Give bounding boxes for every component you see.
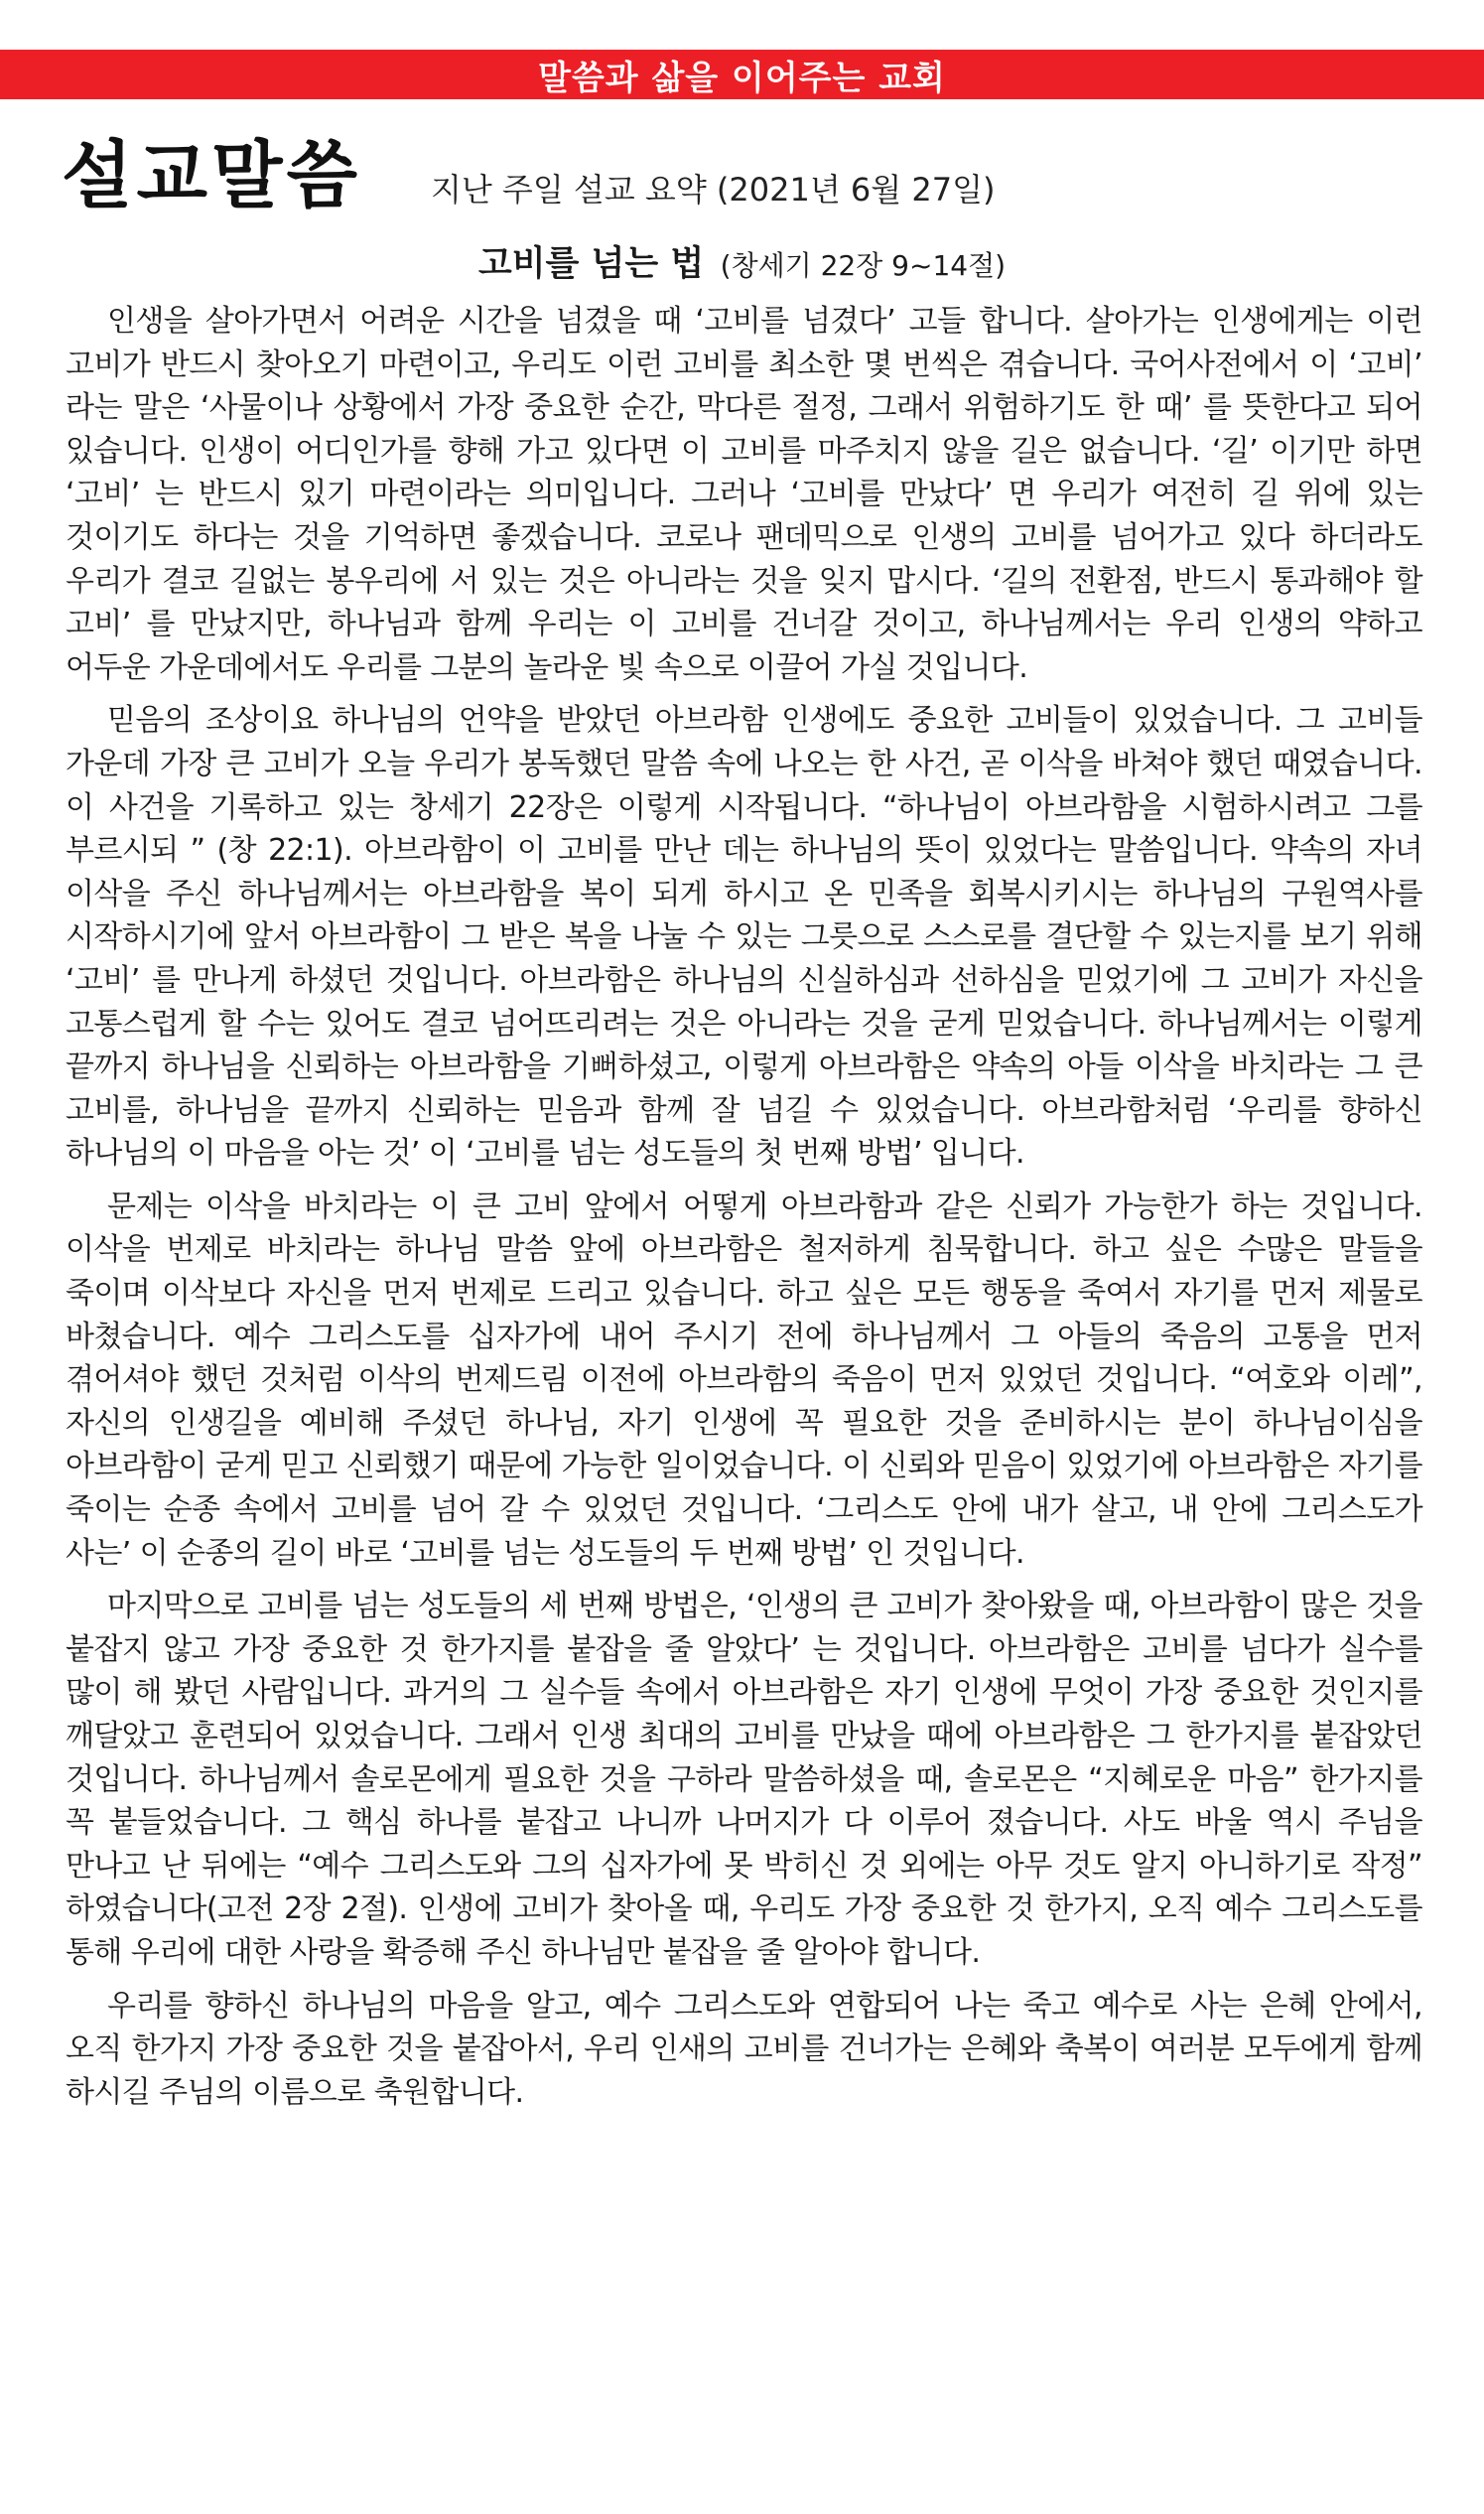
banner-slogan: 말씀과 삶을 이어주는 교회 xyxy=(538,58,946,98)
sermon-title-line xyxy=(0,236,1484,286)
sermon-title: 고비를 넘는 법 xyxy=(477,244,705,284)
church-banner xyxy=(0,50,1484,99)
paragraph-5: 우리를 향하신 하나님의 마음을 알고, 예수 그리스도와 연합되어 나는 죽고 예수로 사는 은혜 안에서, 오직 한가지 가장 중요한 것을 붙잡아서, 우리 인새의 고비를 건너가는 은혜와 축복이 여러분 모두에게 함께 하시길 주님의 이름으로 축원합니다. xyxy=(66,1988,1422,2110)
paragraph-4: 마지막으로 고비를 넘는 성도들의 세 번째 방법은, ‘인생의 큰 고비가 찾아왔을 때, 아브라함이 많은 것을 붙잡지 않고 가장 중요한 것 한가지를 붙잡을 줄 알았다’ 는 것입니다. 아브라함은 고비를 넘다가 실수를 많이 해 봤던 사람입니다. 과거의 그 실수들 속에서 아브라함은 자기 인생에 무엇이 가장 중요한 것인지를 깨달았고 훈련되어 있었습니다. 그래서 인생 최대의 고비를 만났을 때에 아브라함은 그 한가지를 붙잡았던 것입니다. 하나님께서 솔로몬에게 필요한 것을 구하라 말씀하셨을 때, 솔로몬은 “지혜로운 마음” 한가지를 꼭 붙들었습니다. 그 핵심 하나를 붙잡고 나니까 나머지가 다 이루어 졌습니다. 사도 바울 역시 주님을 만나고 난 뒤에는 “예수 그리스도와 그의 십자가에 못 박히신 것 외에는 아무 것도 알지 아니하기로 작정” 하였습니다(고전 2장 2절). 인생에 고비가 찾아올 때, 우리도 가장 중요한 것 한가지, 오직 예수 그리스도를 통해 우리에 대한 사랑을 확증해 주신 하나님만 붙잡을 줄 알아야 합니다. xyxy=(66,1589,1422,1970)
scripture-reference: (창세기 22장 9~14절) xyxy=(720,249,1007,282)
paragraph-2: 믿음의 조상이요 하나님의 언약을 받았던 아브라함 인생에도 중요한 고비들이 있었습니다. 그 고비들 가운데 가장 큰 고비가 오늘 우리가 봉독했던 말씀 속에 나오는 한 사건, 곧 이삭을 바쳐야 했던 때였습니다. 이 사건을 기록하고 있는 창세기 22장은 이렇게 시작됩니다. “하나님이 아브라함을 시험하시려고 그를 부르시되 ” (창 22:1). 아브라함이 이 고비를 만난 데는 하나님의 뜻이 있었다는 말씀입니다. 약속의 자녀 이삭을 주신 하나님께서는 아브라함을 복이 되게 하시고 온 민족을 회복시키시는 하나님의 구원역사를 시작하시기에 앞서 아브라함이 그 받은 복을 나눌 수 있는 그릇으로 스스로를 결단할 수 있는지를 보기 위해 ‘고비’ 를 만나게 하셨던 것입니다. 아브라함은 하나님의 신실하심과 선하심을 믿었기에 그 고비가 자신을 고통스럽게 할 수는 있어도 결코 넘어뜨리려는 것은 아니라는 것을 굳게 믿었습니다. 하나님께서는 이렇게 끝까지 하나님을 신뢰하는 아브라함을 기뻐하셨고, 이렇게 아브라함은 약속의 아들 이삭을 바치라는 그 큰 고비를, 하나님을 끝까지 신뢰하는 믿음과 함께 잘 넘길 수 있었습니다. 아브라함처럼 ‘우리를 향하신 하나님의 이 마음을 아는 것’ 이 ‘고비를 넘는 성도들의 첫 번째 방법’ 입니다. xyxy=(66,703,1422,1172)
paragraph-3: 문제는 이삭을 바치라는 이 큰 고비 앞에서 어떻게 아브라함과 같은 신뢰가 가능한가 하는 것입니다. 이삭을 번제로 바치라는 하나님 말씀 앞에 아브라함은 철저하게 침묵합니다. 하고 싶은 수많은 말들을 죽이며 이삭보다 자신을 먼저 번제로 드리고 있습니다. 하고 싶은 모든 행동을 죽여서 자기를 먼저 제물로 바쳤습니다. 예수 그리스도를 십자가에 내어 주시기 전에 하나님께서 그 아들의 죽음의 고통을 먼저 겪어셔야 했던 것처럼 이삭의 번제드림 이전에 아브라함의 죽음이 먼저 있었던 것입니다. “여호와 이레”, 자신의 인생길을 예비해 주셨던 하나님, 자기 인생에 꼭 필요한 것을 준비하시는 분이 하나님이심을 아브라함이 굳게 믿고 신뢰했기 때문에 가능한 일이었습니다. 이 신뢰와 믿음이 있었기에 아브라함은 자기를 죽이는 순종 속에서 고비를 넘어 갈 수 있었던 것입니다. ‘그리스도 안에 내가 살고, 내 안에 그리스도가 사는’ 이 순종의 길이 바로 ‘고비를 넘는 성도들의 두 번째 방법’ 인 것입니다. xyxy=(66,1188,1422,1571)
paragraph-1: 인생을 살아가면서 어려운 시간을 넘겼을 때 ‘고비를 넘겼다’ 고들 합니다. 살아가는 인생에게는 이런 고비가 반드시 찾아오기 마련이고, 우리도 이런 고비를 최소한 몇 번씩은 겪습니다. 국어사전에서 이 ‘고비’ 라는 말은 ‘사물이나 상황에서 가장 중요한 순간, 막다른 절정, 그래서 위험하기도 한 때’ 를 뜻한다고 되어 있습니다. 인생이 어디인가를 향해 가고 있다면 이 고비를 마주치지 않을 길은 없습니다. ‘길’ 이기만 하면 ‘고비’ 는 반드시 있기 마련이라는 의미입니다. 그러나 ‘고비를 만났다’ 면 우리가 여전히 길 위에 있는 것이기도 하다는 것을 기억하면 좋겠습니다. 코로나 팬데믹으로 인생의 고비를 넘어가고 있다 하더라도 우리가 결코 길없는 봉우리에 서 있는 것은 아니라는 것을 잊지 맙시다. ‘길의 전환점, 반드시 통과해야 할 고비’ 를 만났지만, 하나님과 함께 우리는 이 고비를 건너갈 것이고, 하나님께서는 우리 인생의 약하고 어두운 가운데에서도 우리를 그분의 놀라운 빛 속으로 이끌어 가실 것입니다. xyxy=(66,304,1422,685)
sermon-date-subtitle: 지난 주일 설교 요약 (2021년 6월 27일) xyxy=(430,171,996,209)
section-title: 설교말씀 xyxy=(62,133,361,218)
page-header xyxy=(62,117,996,222)
sermon-body xyxy=(66,300,1422,2124)
